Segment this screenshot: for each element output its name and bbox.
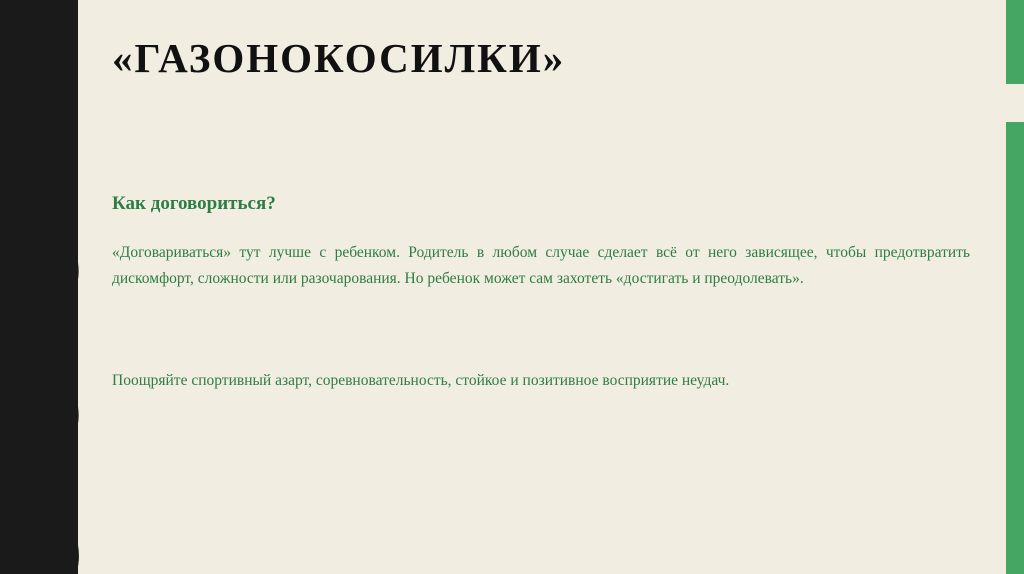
body-paragraph-2: Поощряйте спортивный азарт, соревновательность, стойкое и позитивное восприятие неудач. (112, 372, 730, 389)
wavy-edge-decoration (54, 0, 88, 574)
right-accent-bar-gap (1006, 84, 1024, 122)
body-paragraph-1: «Договариваться» тут лучше с ребенком. Родитель в любом случае сделает всё от него зависящее, чтобы предотвратить дискомфорт, сложности или разочарования. Но ребенок может сам захотеть «достигать и преодолевать». (112, 244, 970, 287)
section-subheading: Как договориться? (112, 193, 276, 214)
page-title: «ГАЗОНОКОСИЛКИ» (112, 35, 566, 81)
